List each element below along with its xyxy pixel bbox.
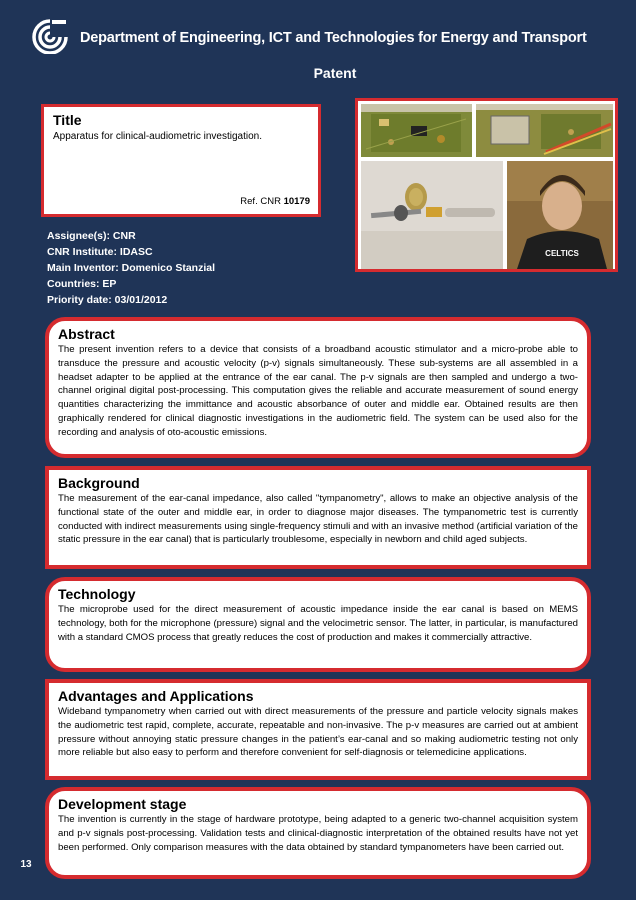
section-text: The present invention refers to a device that consists of a broadband acoustic stimulator and a micro-probe able to transduce the pressure and acoustic velocity (p-v) signals simultaneously. These sub-systems are all assembled in a headset adapter to be applied at the entrance of the ear canal. The p-v signals are then sampled and undergo a two-channel original digital post-processing. This computation gives the reliable and accurate measurement of sound energy quantities characterizing the immittance and acoustic absorbance of outer and middle ear. Obtained results are then graphically rendered for clinical diagnostic investigations in the audiometric field. The system can be used also for the recording and analysis of oto-acoustic emissions.: [58, 344, 578, 438]
main-inventor: Main Inventor: Domenico Stanzial: [47, 262, 216, 274]
cnr-logo: [30, 18, 70, 54]
title-box: [41, 104, 321, 217]
section-technology: [45, 577, 591, 672]
section-heading: Abstract: [58, 326, 115, 342]
section-background: [45, 466, 591, 569]
probe-photo: [361, 161, 503, 269]
circuit-board-photo-2: [476, 104, 613, 157]
cnr-institute: CNR Institute: IDASC: [47, 246, 153, 258]
section-advantages-and-applications: [45, 679, 591, 780]
document-type: Patent: [313, 65, 357, 81]
section-abstract: [45, 317, 591, 458]
person-wearing-headset-photo: [507, 161, 613, 269]
countries: Countries: EP: [47, 278, 117, 290]
section-heading: Development stage: [58, 796, 187, 812]
section-text: Wideband tympanometry when carried out with direct measurements of the pressure and particle velocity signals makes the audiometric test rapid, complete, accurate, repeatable and non-invasive. The p-v measures are carried out at ambient pressure without annoying static pressure changes in the patient’s ear-canal and so making audiometric testing not only more reliable but also easy to perform and therefore convenient for self-diagnosis or telemedicine applications.: [58, 706, 578, 759]
circuit-board-photo-1: [361, 104, 472, 157]
section-text: The measurement of the ear-canal impedance, also called "tympanometry", allows to make an objective analysis of the functional state of the outer and middle ear, in order to diagnose major diseases. The tympanometric test is currently conducted with indirect measurements using single-frequency stimuli and with an invasive method (artificial variation of the static pressure in the ear canal) that is particularly troublesome, especially in newborn and child aged subjects.: [58, 493, 578, 546]
reference-number: 10179: [283, 196, 310, 207]
photo-panel: [355, 98, 618, 272]
title-heading: Title: [53, 112, 82, 128]
reference-label: Ref. CNR: [240, 196, 281, 207]
patent-metadata: [47, 228, 215, 308]
section-text: The microprobe used for the direct measurement of acoustic impedance inside the ear canal is based on MEMS technology, both for the microphone (pressure) signal and the velocimetric sensor. The latter, in particular, is manufactured with a standard CMOS process that greatly reduces the cost of production and makes it commercially attractive.: [58, 604, 578, 643]
title-text: Apparatus for clinical-audiometric investigation.: [53, 131, 262, 142]
reference: [240, 196, 310, 207]
section-development-stage: [45, 787, 591, 879]
page-number: 13: [13, 855, 39, 875]
section-text: The invention is currently in the stage of hardware prototype, being adapted to a generic two-channel acquisition system and p-v signals post-processing. Validation tests and clinical-diagnostic interpretation of the obtained results have not yet been performed. Only comparison measures with the data obtained by standard tympanometers have been carried out.: [58, 814, 578, 853]
assignee: Assignee(s): CNR: [47, 230, 136, 242]
section-heading: Background: [58, 475, 140, 491]
section-heading: Advantages and Applications: [58, 688, 254, 704]
department-title: Department of Engineering, ICT and Technologies for Energy and Transport: [80, 30, 587, 46]
shirt-logo-text: CELTICS: [545, 249, 579, 258]
priority-date: Priority date: 03/01/2012: [47, 294, 168, 306]
section-heading: Technology: [58, 586, 136, 602]
